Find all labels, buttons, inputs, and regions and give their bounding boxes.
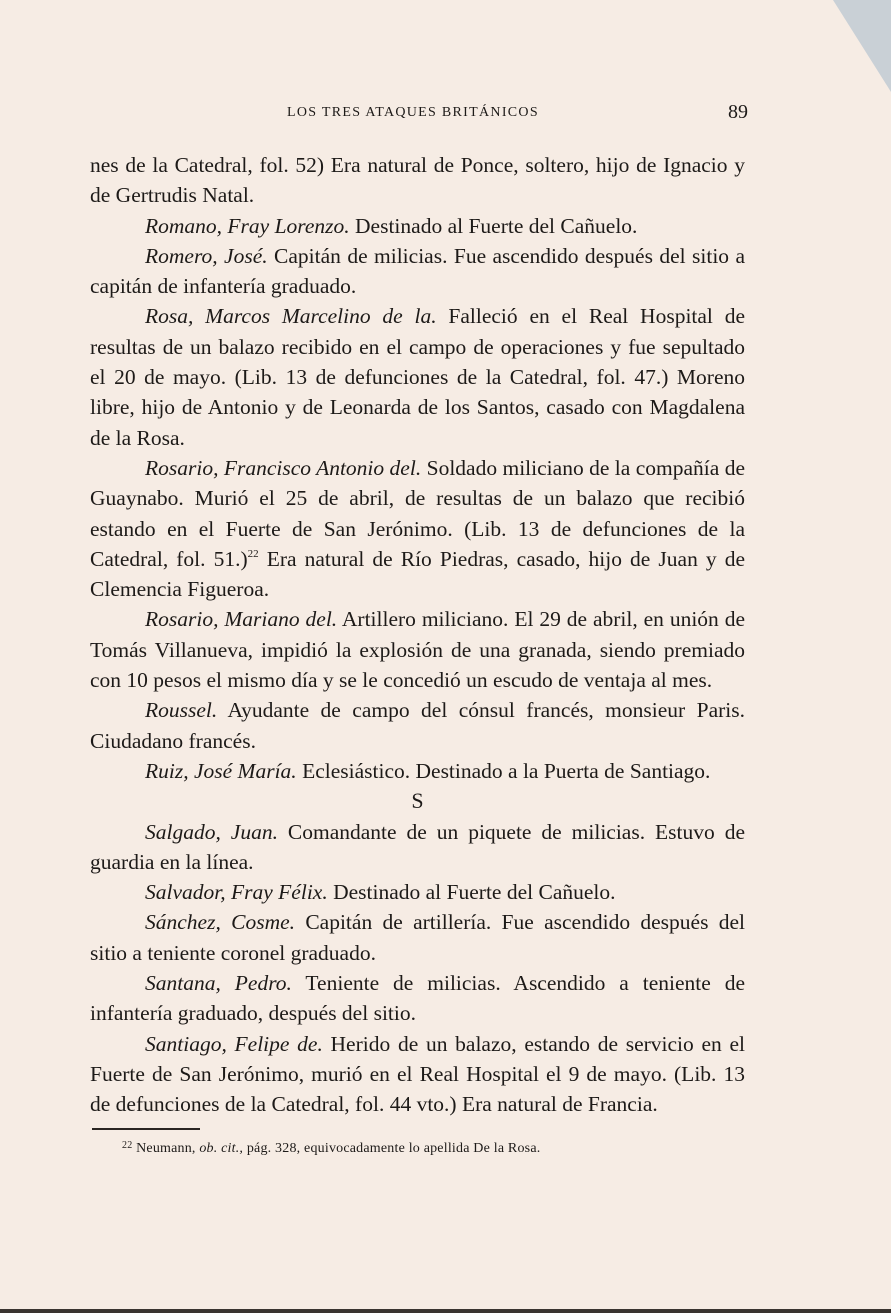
entry-romero xyxy=(90,241,745,302)
footnote-number: 22 xyxy=(122,1140,133,1151)
entry-name: Salgado, Juan. xyxy=(145,819,278,844)
footnote-author: Neumann, xyxy=(136,1141,196,1156)
entry-text: Capitán de artillería. Fue ascendido después del sitio a teniente coronel graduado. xyxy=(90,910,745,965)
entry-text: Teniente de milicias. Ascendido a teniente de infantería graduado, después del sitio. xyxy=(90,971,745,1026)
entry-santana xyxy=(90,968,745,1029)
entry-name: Sánchez, Cosme. xyxy=(145,910,296,935)
page-bottom-edge xyxy=(0,1309,891,1313)
entry-text: Comandante de un piquete de milicias. Estuvo de guardia en la línea. xyxy=(90,819,745,874)
page-corner-fold xyxy=(833,0,891,92)
footnote-text: pág. 328, equivocadamente lo apellida De la Rosa. xyxy=(243,1141,541,1156)
entry-rosario-mariano xyxy=(90,604,745,695)
footnote-work: ob. cit., xyxy=(199,1141,244,1156)
entry-name: Rosario, Mariano del. xyxy=(145,607,338,632)
paragraph-continuation: nes de la Catedral, fol. 52) Era natural de Ponce, soltero, hijo de Ignacio y de Gertrudis Natal. xyxy=(90,153,745,208)
entry-sanchez xyxy=(90,907,745,968)
entry-name: Ruiz, José María. xyxy=(145,758,297,783)
entry-name: Romano, Fray Lorenzo. xyxy=(145,213,350,238)
entry-name: Rosario, Francisco Antonio del. xyxy=(145,455,422,480)
entry-text: Ayudante de campo del cónsul francés, monsieur Paris. Ciudadano francés. xyxy=(90,698,745,753)
entry-text: Artillero miliciano. El 29 de abril, en unión de Tomás Villanueva, impidió la explosión de una granada, siendo premiado con 10 pesos el mismo día y se le concedió un escudo de ventaja al mes. xyxy=(90,607,745,693)
entry-text: Era natural de Río Piedras, casado, hijo de Juan y de Clemencia Figueroa. xyxy=(90,546,745,602)
entry-text: Falleció en el Real Hospital de resultas de un balazo recibido en el campo de operaciones y fue sepultado el 20 de mayo. (Lib. 13 de defunciones de la Catedral, fol. 47.) Moreno libre, hijo de Antonio y de Leonarda de los Santos, casado con Magdalena de la Rosa. xyxy=(90,304,745,450)
entry-ruiz xyxy=(90,756,745,786)
entry-rosa xyxy=(90,301,745,452)
footnote xyxy=(122,1141,762,1157)
footnote-ref: 22 xyxy=(247,547,259,560)
entry-salgado xyxy=(90,817,745,878)
entry-santiago xyxy=(90,1029,745,1120)
entry-text: Eclesiástico. Destinado a la Puerta de Santiago. xyxy=(296,758,711,783)
entry-name: Roussel. xyxy=(145,698,218,723)
entry-salvador xyxy=(90,877,745,907)
entry-roussel xyxy=(90,695,745,756)
section-letter: S xyxy=(411,788,424,814)
running-title: LOS TRES ATAQUES BRITÁNICOS xyxy=(287,105,539,120)
entry-name: Salvador, Fray Félix. xyxy=(145,880,328,905)
entry-name: Santana, Pedro. xyxy=(145,971,292,996)
entry-text: Destinado al Fuerte del Cañuelo. xyxy=(327,880,616,905)
page-header xyxy=(92,103,748,125)
entry-name: Rosa, Marcos Marcelino de la. xyxy=(145,304,437,329)
entry-text: Herido de un balazo, estando de servicio en el Fuerte de San Jerónimo, murió en el Real Hospital el 9 de mayo. (Lib. 13 de defunciones de la Catedral, fol. 44 vto.) Era natural de Francia. xyxy=(90,1031,746,1117)
entry-name: Santiago, Felipe de. xyxy=(145,1031,323,1056)
entry-romano xyxy=(90,211,745,241)
footnote-rule xyxy=(92,1128,200,1130)
page-number: 89 xyxy=(728,101,748,123)
body-text xyxy=(90,150,745,1120)
entry-text: Soldado miliciano de la compañía de Guaynabo. Murió el 25 de abril, de resultas de un balazo que recibió estando en el Fuerte de San Jerónimo. (Lib. 13 de defunciones de la Catedral, fol. 51.) xyxy=(90,455,745,571)
entry-rosario-francisco xyxy=(90,453,745,604)
entry-name: Romero, José. xyxy=(145,243,268,268)
entry-text: Capitán de milicias. Fue ascendido después del sitio a capitán de infantería graduado. xyxy=(90,243,745,299)
entry-text: Destinado al Fuerte del Cañuelo. xyxy=(349,213,638,238)
